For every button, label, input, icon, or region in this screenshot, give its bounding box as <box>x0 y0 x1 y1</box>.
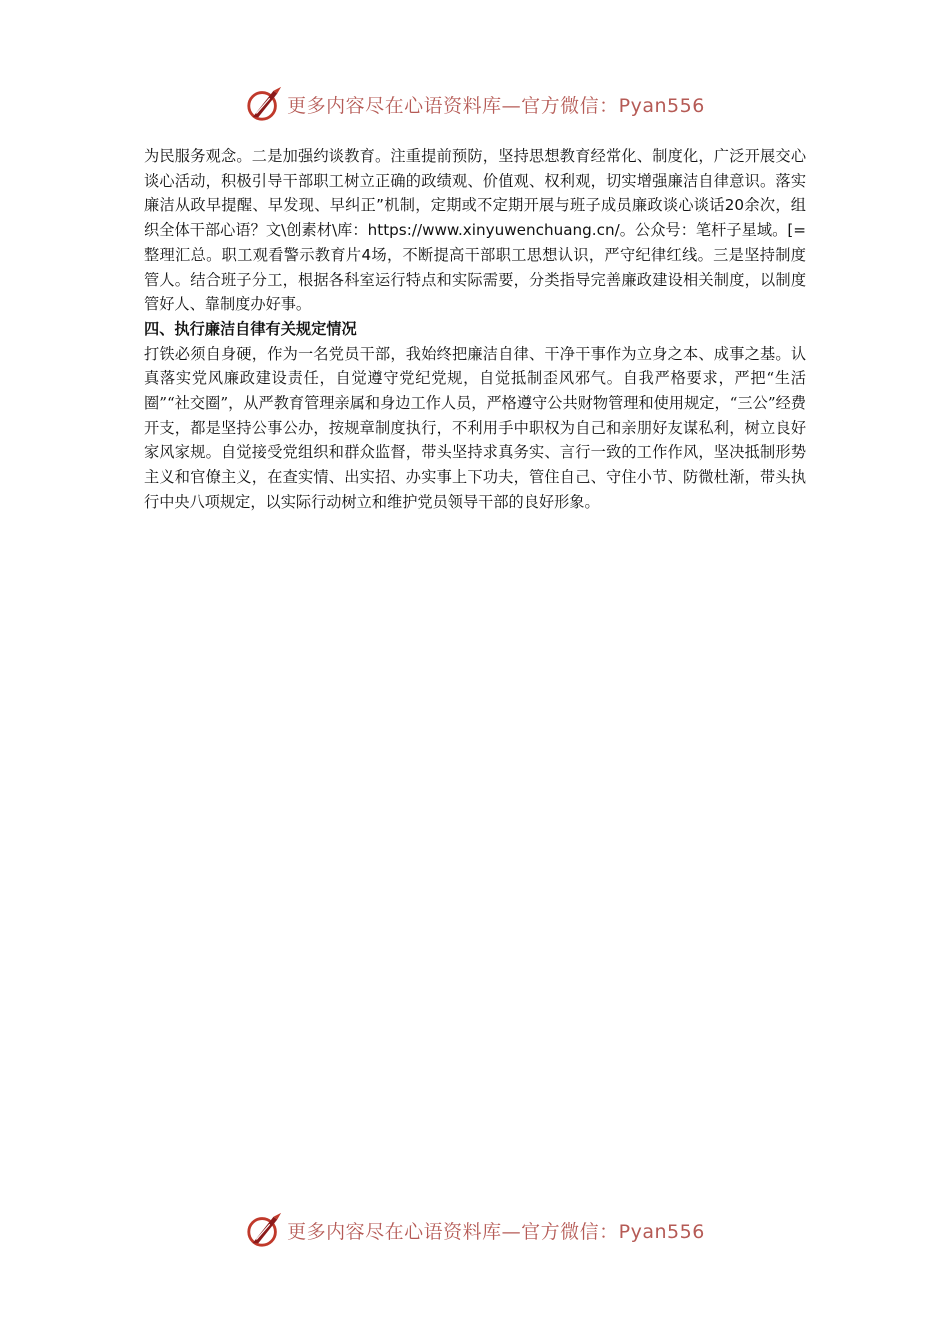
paragraph-2: 打铁必须自身硬，作为一名党员干部，我始终把廉洁自律、干净干事作为立身之本、成事之基。认真落实党风廉政建设责任，自觉遵守党纪党规，自觉抵制歪风邪气。自我严格要求，严把“生活圈”“社交圈”，从严教育管理亲属和身边工作人员，严格遵守公共财物管理和使用规定，“三公”经费开支，都是坚持公事公办，按规章制度执行，不利用手中职权为自己和亲朋好友谋私利，树立良好家风家规。自觉接受党组织和群众监督，带头坚持求真务实、言行一致的工作作风，坚决抵制形势主义和官僚主义，在查实情、出实招、办实事上下功夫，管住自己、守住小节、防微杜渐，带头执行中央八项规定，以实际行动树立和维护党员领导干部的良好形象。 <box>144 344 806 511</box>
footer-wechat-id: Pyan556 <box>618 1220 705 1243</box>
header-banner-text: 更多内容尽在心语资料库—官方微信：Pyan556 <box>287 94 705 117</box>
header-banner <box>0 82 950 126</box>
quill-pen-logo-icon <box>245 1211 283 1249</box>
footer-banner-text: 更多内容尽在心语资料库—官方微信：Pyan556 <box>287 1220 705 1243</box>
header-wechat-id: Pyan556 <box>618 94 705 117</box>
footer-banner <box>0 1208 950 1252</box>
quill-pen-logo-icon <box>245 85 283 123</box>
paragraph-1: 为民服务观念。二是加强约谈教育。注重提前预防，坚持思想教育经常化、制度化，广泛开展交心谈心活动，积极引导干部职工树立正确的政绩观、价值观、权利观，切实增强廉洁自律意识。落实廉洁从政早提醒、早发现、早纠正”机制，定期或不定期开展与班子成员廉政谈心谈话20余次，组织全体干部心语？文\创素材\库：https://www.xinyuwenchuang.cn/。公众号：笔杆子星域。[=整理汇总。职工观看警示教育片4场，不断提高干部职工思想认识，严守纪律红线。三是坚持制度管人。结合班子分工，根据各科室运行特点和实际需要，分类指导完善廉政建设相关制度，以制度管好人、靠制度办好事。 <box>144 147 806 314</box>
document-body <box>144 144 806 515</box>
section-heading-4: 四、执行廉洁自律有关规定情况 <box>144 319 357 338</box>
